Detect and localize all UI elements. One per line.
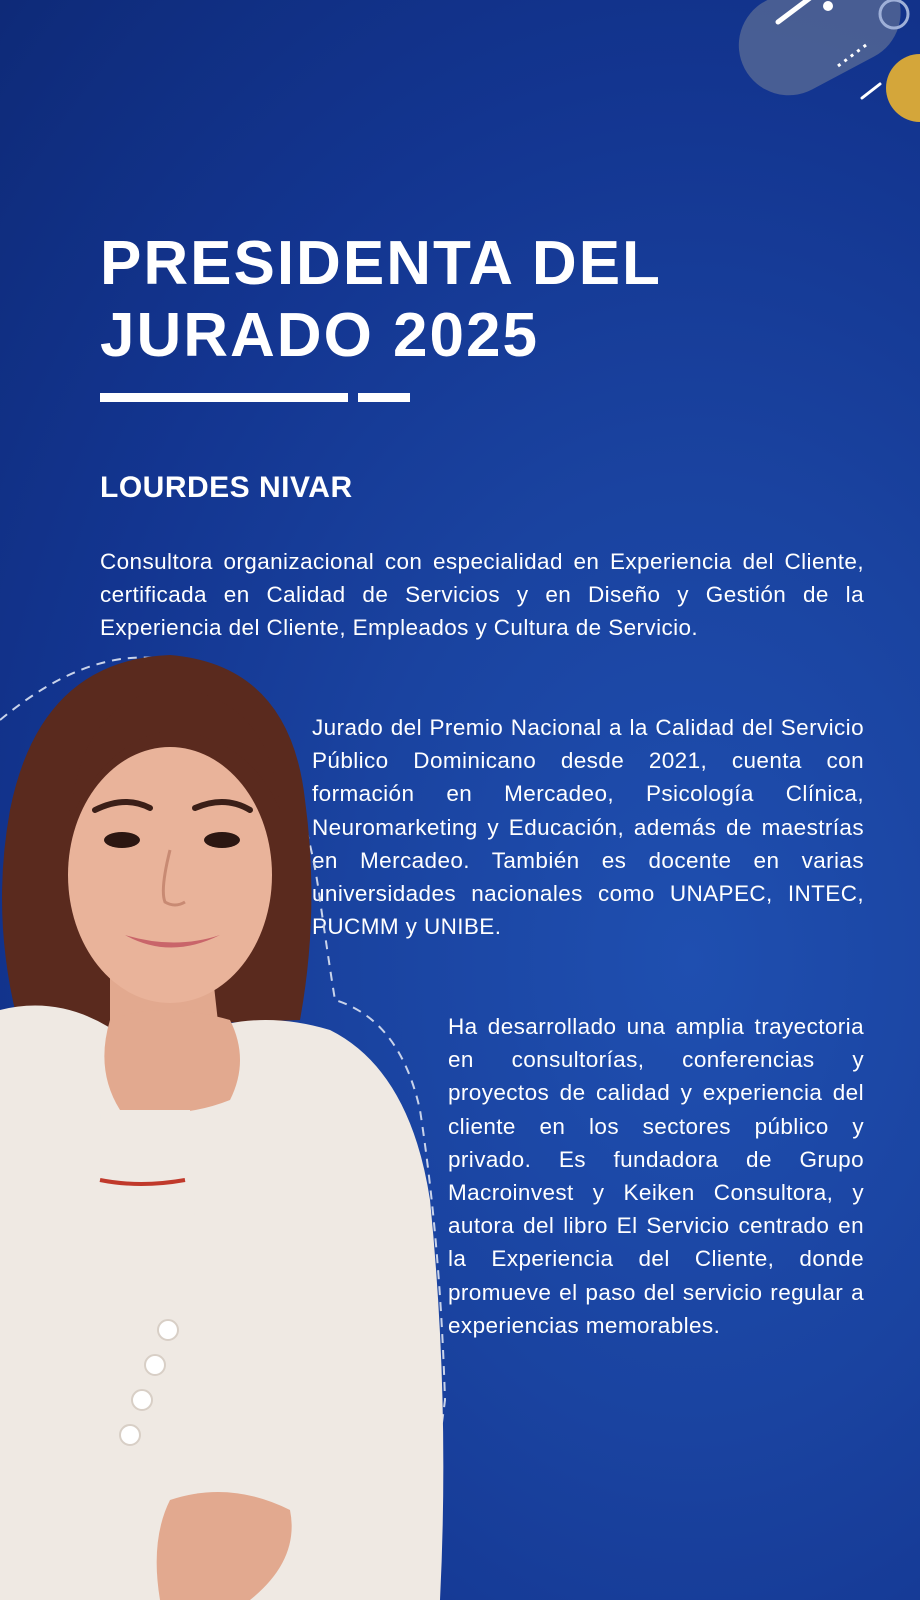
title-underline-long [100, 393, 348, 402]
person-name: LOURDES NIVAR [100, 471, 353, 504]
title-underline-short [358, 393, 410, 402]
title-line-2: JURADO 2025 [100, 301, 539, 370]
corner-decoration [720, 0, 920, 140]
bio-paragraph-2: Jurado del Premio Nacional a la Calidad del Servicio Público Dominicano desde 2021, cuenta con formación en Mercadeo, Psicología Clínica, Neuromarketing y Educación, además de maestrías en Mercadeo. También es docente en varias universidades nacionales como UNAPEC, INTEC, PUCMM y UNIBE. [312, 715, 864, 940]
page-title [100, 228, 662, 372]
bio-paragraph-3: Ha desarrollado una amplia trayectoria en consultorías, conferencias y proyectos de calidad y experiencia del cliente en los sectores público y privado. Es fundadora de Grupo Macroinvest y Keiken Consultora, y autora del libro El Servicio centrado en la Experiencia del Cliente, donde promueve el paso del servicio regular a experiencias memorables. [448, 1014, 864, 1338]
title-line-1: PRESIDENTA DEL [100, 229, 662, 298]
bio-paragraph-1: Consultora organizacional con especialidad en Experiencia del Cliente, certificada en Calidad de Servicios y en Diseño y Gestión de la Experiencia del Cliente, Empleados y Cultura de Servicio. [100, 549, 864, 641]
portrait-photo [0, 640, 470, 1600]
